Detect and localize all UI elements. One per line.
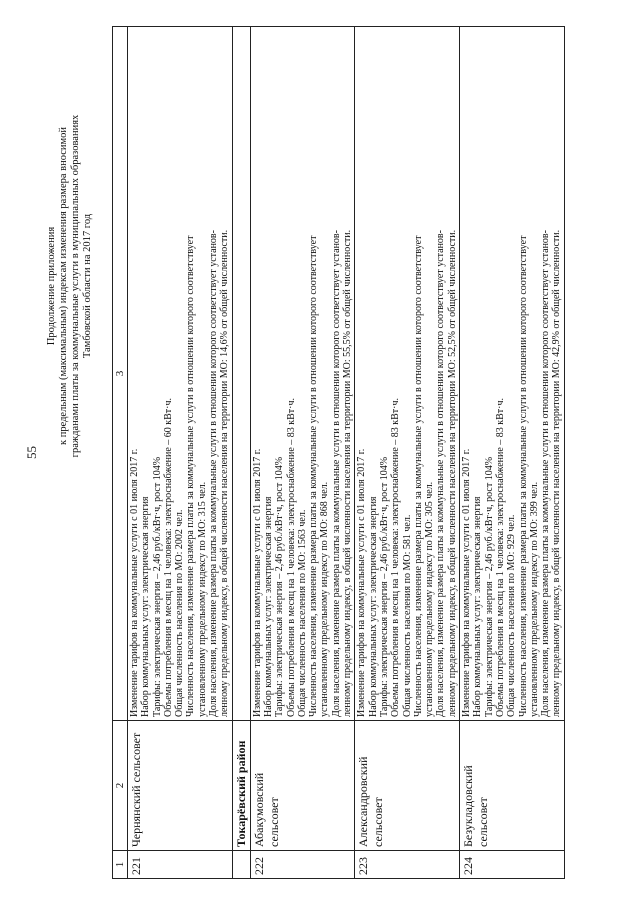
detail-line: Набор коммунальных услуг: электрическая энергия	[367, 496, 379, 717]
detail-line: Набор коммунальных услуг: электрическая энергия	[262, 496, 274, 717]
detail-line: Изменение тарифов на коммунальные услуги с 01 июля 2017 г.	[129, 448, 140, 717]
detail-line: установленному предельному индексу по МО: 305 чел.	[424, 481, 436, 717]
detail-line: установленному предельному индексу по МО: 315 чел.	[196, 481, 208, 717]
appendix-caption	[46, 26, 94, 546]
details-cell	[128, 27, 233, 721]
detail-line: Численность населения, изменение размера платы за коммунальные услуги в отношении которого соответствует	[412, 235, 424, 717]
table-row	[250, 27, 355, 879]
table-row	[355, 27, 460, 879]
municipality-name: Абакумовский сельсовет	[250, 721, 355, 851]
details-cell	[355, 27, 460, 721]
detail-line: Объемы потребления в месяц на 1 человека: электроснабжение – 83 кВт·ч.	[285, 397, 297, 717]
detail-line: Объемы потребления в месяц на 1 человека: электроснабжение – 60 кВт·ч.	[162, 397, 174, 717]
caption-line: гражданами платы за коммунальные услуги в муниципальных образованиях	[70, 114, 81, 458]
detail-line: Изменение тарифов на коммунальные услуги с 01 июля 2017 г.	[356, 448, 368, 717]
detail-line: Доля населения, изменение размера платы за коммунальные услуги в отношении которого соответствует установ-	[330, 230, 342, 717]
details-cell	[460, 27, 565, 721]
detail-line: Общая численность населения по МО: 929 чел.	[506, 514, 518, 717]
column-header: 2	[113, 721, 128, 851]
table-region-row	[232, 27, 250, 879]
row-number: 224	[460, 851, 565, 879]
detail-line: установленному предельному индексу по МО: 399 чел.	[528, 481, 540, 717]
detail-line: Общая численность населения по МО: 581 чел.	[401, 514, 413, 717]
detail-line: Общая численность населения по МО: 1563 чел.	[296, 509, 308, 717]
detail-line: Тарифы: электрическая энергия – 2,46 руб./кВт·ч, рост 104%	[483, 456, 495, 717]
municipality-name: Александровский сельсовет	[355, 721, 460, 851]
detail-line: Изменение тарифов на коммунальные услуги с 01 июля 2017 г.	[461, 448, 473, 717]
page-number: 55	[24, 446, 39, 459]
empty-cell	[232, 851, 250, 879]
detail-line: Доля населения, изменение размера платы за коммунальные услуги в отношении которого соответствует установ-	[208, 230, 220, 717]
indices-table	[112, 26, 565, 879]
caption-line: Продолжение приложения	[46, 226, 57, 346]
column-header: 3	[113, 27, 128, 721]
detail-line: Объемы потребления в месяц на 1 человека: электроснабжение – 83 кВт·ч.	[390, 397, 402, 717]
caption-line: к предельным (максимальным) индексам изменения размера вносимой	[58, 126, 69, 446]
row-number: 223	[355, 851, 460, 879]
details-cell	[250, 27, 355, 721]
row-number: 221	[128, 851, 233, 879]
detail-line: ленному предельному индексу, в общей численности населения на территории МО: 52,5% от общей численности.	[446, 229, 458, 717]
detail-line: ленному предельному индексу, в общей численности населения на территории МО: 14,6% от общей численности.	[219, 229, 231, 717]
detail-line: Доля населения, изменение размера платы за коммунальные услуги в отношении которого соответствует установ-	[435, 230, 447, 717]
detail-line: Изменение тарифов на коммунальные услуги с 01 июля 2017 г.	[251, 448, 263, 717]
detail-line: Набор коммунальных услуг: электрическая энергия	[140, 496, 152, 717]
table-row	[128, 27, 233, 879]
detail-line: Тарифы: электрическая энергия – 2,46 руб./кВт·ч, рост 104%	[151, 456, 163, 717]
detail-line: Численность населения, изменение размера платы за коммунальные услуги в отношении которого соответствует	[517, 235, 529, 717]
region-name: Токарёвский район	[232, 721, 250, 851]
row-number: 222	[250, 851, 355, 879]
detail-line: Тарифы: электрическая энергия – 2,46 руб./кВт·ч, рост 104%	[274, 456, 286, 717]
empty-cell	[232, 27, 250, 721]
table-header-row	[113, 27, 128, 879]
detail-line: Набор коммунальных услуг: электрическая энергия	[472, 496, 484, 717]
detail-line: ленному предельному индексу, в общей численности населения на территории МО: 55,5% от общей численности.	[342, 229, 354, 717]
detail-line: ленному предельному индексу, в общей численности населения на территории МО: 42,9% от общей численности.	[551, 229, 563, 717]
detail-line: Доля населения, изменение размера платы за коммунальные услуги в отношении которого соответствует установ-	[540, 230, 552, 717]
municipality-name: Чернянский сельсовет	[128, 721, 233, 851]
detail-line: Численность населения, изменение размера платы за коммунальные услуги в отношении которого соответствует	[185, 235, 197, 717]
detail-line: Тарифы: электрическая энергия – 2,46 руб./кВт·ч, рост 104%	[378, 456, 390, 717]
caption-line: Тамбовской области на 2017 год	[82, 213, 93, 359]
detail-line: Общая численность населения по МО: 2002 чел.	[174, 509, 186, 717]
table-row	[460, 27, 565, 879]
detail-line: Объемы потребления в месяц на 1 человека: электроснабжение – 83 кВт·ч.	[494, 397, 506, 717]
detail-line: Численность населения, изменение размера платы за коммунальные услуги в отношении которого соответствует	[308, 235, 320, 717]
municipality-name: Безукладовский сельсовет	[460, 721, 565, 851]
detail-line: установленному предельному индексу по МО: 868 чел.	[319, 481, 331, 717]
column-header: 1	[113, 851, 128, 879]
